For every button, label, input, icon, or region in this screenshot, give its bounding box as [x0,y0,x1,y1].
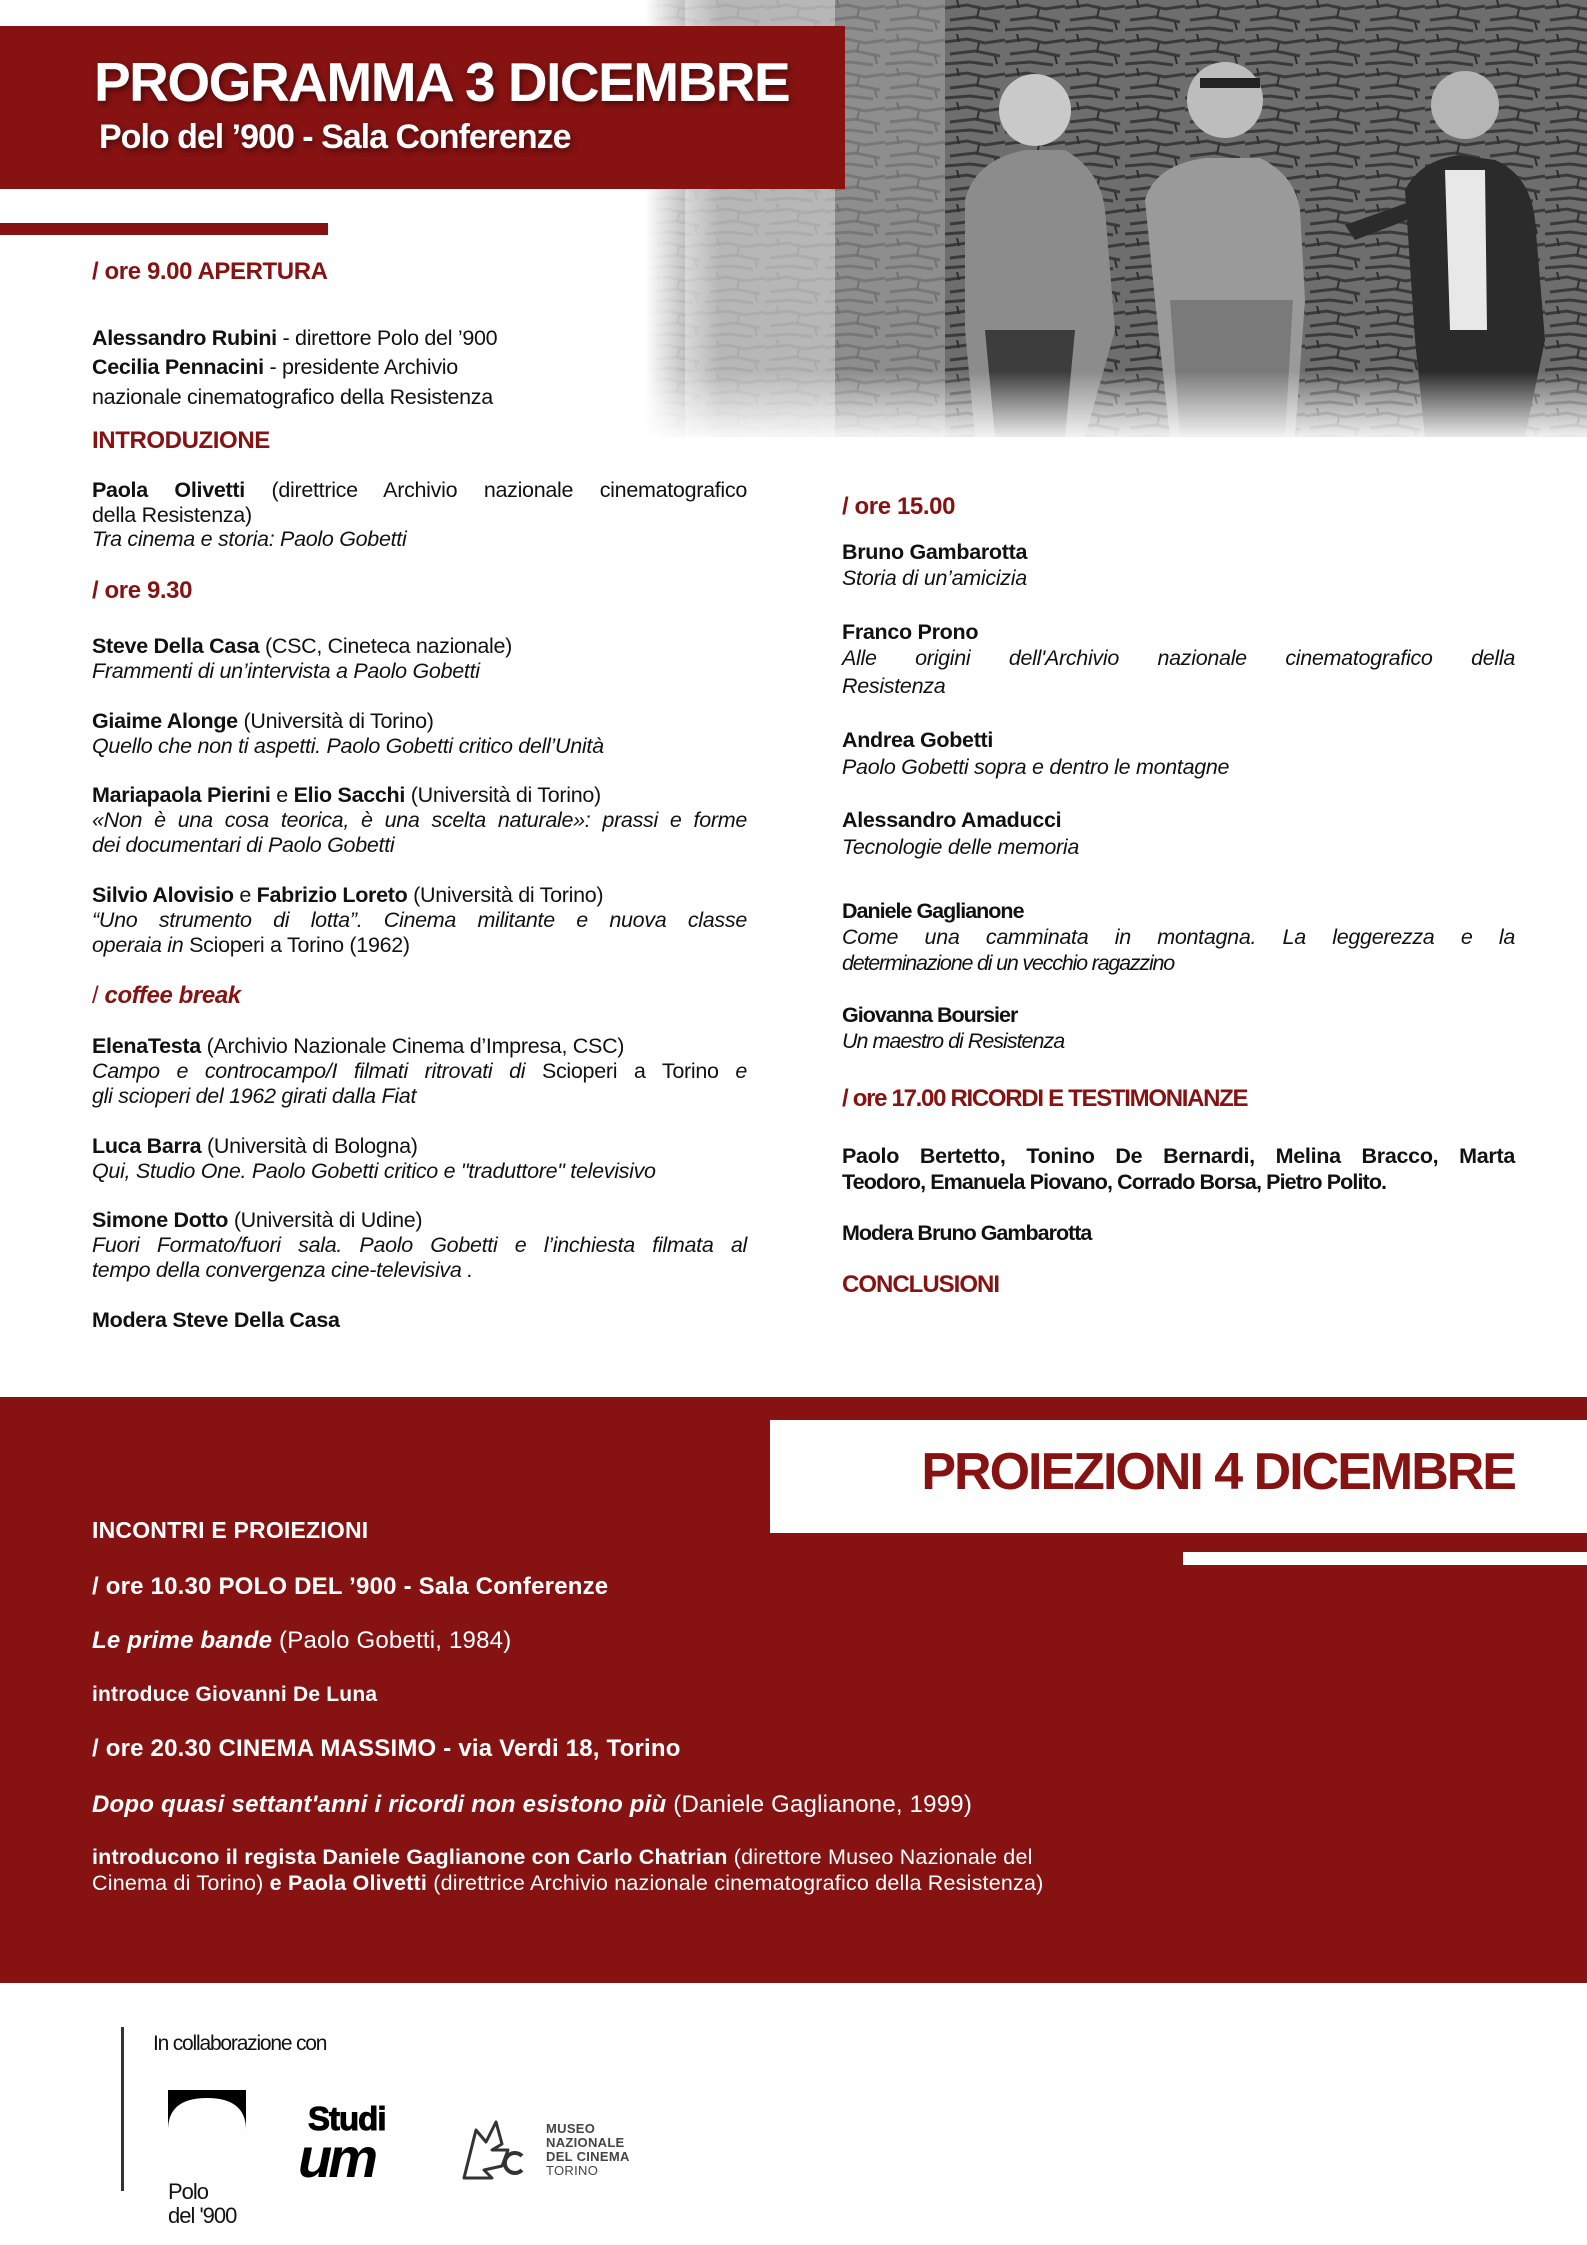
talk-barra [92,1133,418,1159]
intro-text: (direttore Museo Nazionale del [727,1845,1033,1869]
speaker-name: Bruno Gambarotta [842,540,1028,564]
talk-title-line [92,658,480,684]
ricordi-participants-continued [842,1169,1386,1195]
event1-film [92,1627,511,1655]
speaker-name: Giaime Alonge [92,709,238,733]
intro-affiliation-continued: della Resistenza) [92,503,252,527]
heading-coffee-break [92,982,241,1010]
page-subtitle: Polo del ’900 - Sala Conferenze [99,118,571,156]
studium-logo-top: Studi [308,2100,386,2137]
talk-title-line [92,807,747,833]
talk-title: gli scioperi del 1962 girati dalla Fiat [92,1084,417,1108]
speaker-affiliation: (Università di Torino) [407,883,604,907]
moderator-text: Modera Bruno Gambarotta [842,1221,1092,1245]
film-title: Scioperi a Torino (1962) [189,933,410,957]
projections-title: PROIEZIONI 4 DICEMBRE [921,1443,1515,1501]
moderator-text: Modera Steve Della Casa [92,1308,340,1332]
talk-title-line [92,1232,747,1258]
moderator-morning [92,1307,340,1333]
polo-logo-line: del '900 [168,2203,237,2228]
footer-divider [121,2027,124,2191]
speaker-name: Andrea Gobetti [842,728,994,752]
intro-text: introduce Giovanni De Luna [92,1683,378,1706]
joiner: e [233,883,257,907]
talk-boursier [842,1002,1017,1028]
speaker-name: Franco Prono [842,620,979,644]
slash: / [92,982,105,1009]
talk-title-line [92,832,394,858]
museo-logo-text [546,2122,630,2178]
talk-testa [92,1033,624,1059]
speaker-name: ElenaTesta [92,1034,201,1058]
talk-title: «Non è una cosa teorica, è una scelta naturale»: prassi e forme [92,808,747,832]
talk-pierini-sacchi [92,782,601,808]
polo-logo-line: Polo [168,2179,209,2204]
joiner: e [270,783,294,807]
talk-title: Qui, Studio One. Paolo Gobetti critico e "traduttore" televisivo [92,1159,656,1183]
talk-title: Storia di un’amicizia [842,566,1027,590]
event-heading-text: / ore 10.30 POLO DEL ’900 - Sala Conferenze [92,1573,609,1600]
museo-logo-line: NAZIONALE [546,2135,625,2150]
speaker-name: Paola Olivetti [92,478,245,502]
intro-speaker [92,477,747,503]
talk-gambarotta [842,539,1027,565]
talk-title: Alle origini dell'Archivio nazionale cinematografico della [842,646,1515,670]
speaker-affiliation: (Università di Torino) [237,709,434,733]
talk-title: Come una camminata in montagna. La leggerezza e la [842,925,1515,949]
heading-introduzione: INTRODUZIONE [92,427,270,454]
talk-alovisio-loreto [92,882,603,908]
page-title: PROGRAMMA 3 DICEMBRE [94,51,790,113]
polo-logo-text [168,2180,236,2228]
event-heading-text: / ore 20.30 CINEMA MASSIMO - via Verdi 18, Torino [92,1735,681,1762]
heading-conclusioni: CONCLUSIONI [842,1271,999,1298]
talk-title-line [842,950,1174,976]
talk-gobetti [842,727,993,753]
film-title: Le prime bande [92,1627,273,1654]
heading-ricordi: / ore 17.00 RICORDI E TESTIMONIANZE [842,1085,1248,1112]
talk-title: Frammenti di un’intervista a Paolo Gobetti [92,659,480,683]
film-meta: (Daniele Gaglianone, 1999) [666,1791,973,1818]
film-meta: (Paolo Gobetti, 1984) [272,1627,512,1654]
talk-della-casa [92,633,512,659]
talk-title: Quello che non ti aspetti. Paolo Gobetti critico dell’Unità [92,734,604,758]
talk-prono [842,619,978,645]
speaker-affiliation: (Università di Torino) [405,783,601,807]
section-label-text: INCONTRI E PROIEZIONI [92,1517,369,1543]
intro-text: Cinema di Torino) [92,1871,264,1895]
speaker-name: Luca Barra [92,1134,202,1158]
talk-title: determinazione di un vecchio ragazzino [842,951,1175,975]
studium-logo [298,2100,398,2195]
speaker-name: Daniele Gaglianone [842,899,1024,923]
speaker-pennacini [92,354,458,380]
studium-logo-bottom: um [298,2126,374,2189]
talk-alonge [92,708,434,734]
moderator-afternoon [842,1220,1091,1246]
talk-title-line [842,1028,1064,1054]
speaker-affiliation: (Archivio Nazionale Cinema d’Impresa, CSC) [200,1034,625,1058]
event2-film [92,1791,972,1819]
museo-logo-line: DEL CINEMA [546,2149,630,2164]
speaker-name: Silvio Alovisio [92,883,234,907]
event2-intro-continued [92,1871,1044,1896]
talk-amaducci [842,807,1061,833]
heading-apertura: / ore 9.00 APERTURA [92,258,328,285]
film-title: Scioperi a Torino [541,1059,719,1083]
talk-title-line [92,907,747,933]
talk-title: operaia in [92,933,190,957]
speaker-rubini [92,325,497,351]
speaker-role: - presidente Archivio [263,355,458,379]
projections-accent-bar [1183,1552,1587,1565]
event1-heading [92,1573,608,1601]
speaker-role: - direttore Polo del ’900 [276,326,498,350]
intro-talk-title [92,526,406,552]
talk-title: Paolo Gobetti sopra e dentro le montagne [842,755,1230,779]
talk-title-line [842,565,1027,591]
talk-dotto [92,1207,422,1233]
event2-heading [92,1735,681,1763]
speaker-name: Simone Dotto [92,1208,229,1232]
museo-mole-icon [462,2120,530,2180]
talk-title: Fuori Formato/fuori sala. Paolo Gobetti e l’inchiesta filmata al [92,1233,747,1257]
talk-title: e [718,1059,747,1083]
event2-intro [92,1845,1033,1870]
header-accent-bar [0,223,328,235]
participants-text: Paolo Bertetto, Tonino De Bernardi, Melina Bracco, Marta [842,1144,1515,1168]
speaker-name: Elio Sacchi [293,783,406,807]
speaker-affiliation: (direttrice Archivio nazionale cinematografico [244,478,748,502]
talk-title-line [92,733,604,759]
heading-ore-1500: / ore 15.00 [842,493,956,520]
talk-title-line [92,1257,473,1283]
talk-title-line [842,645,1515,671]
talk-gaglianone [842,898,1024,924]
talk-title: Campo e controcampo/I filmati ritrovati di [92,1059,542,1083]
talk-title: Resistenza [842,674,946,698]
talk-title: tempo della convergenza cine-televisiva . [92,1258,473,1282]
speaker-affiliation: (Università di Udine) [228,1208,423,1232]
talk-title-line [92,932,410,958]
talk-title-line [842,754,1229,780]
film-title: Dopo quasi settant'anni i ricordi non esistono più [92,1791,667,1818]
speaker-name: Alessandro Amaducci [842,808,1062,832]
talk-title-line [92,1058,747,1084]
polo-del-900-logo [168,2090,246,2240]
talk-title-line [92,1158,656,1184]
event1-intro [92,1683,377,1707]
speaker-name: Mariapaola Pierini [92,783,271,807]
section-label [92,1517,368,1544]
speaker-affiliation: (CSC, Cineteca nazionale) [259,634,513,658]
speaker-name: Alessandro Rubini [92,326,277,350]
intro-text: (direttrice Archivio nazionale cinematografico della Resistenza) [427,1871,1044,1895]
talk-title-line [842,924,1515,950]
speaker-role-continued: nazionale cinematografico della Resistenza [92,385,493,409]
heading-ore-930: / ore 9.30 [92,577,193,604]
speaker-name: Giovanna Boursier [842,1003,1018,1027]
museo-logo-line: TORINO [546,2163,599,2178]
coffee-label: coffee break [104,982,241,1009]
intro-text: introducono il regista Daniele Gaglianone con Carlo Chatrian [92,1845,728,1869]
speaker-name: Fabrizio Loreto [256,883,408,907]
talk-title-line [92,1083,416,1109]
talk-title: Un maestro di Resistenza [842,1029,1065,1053]
participants-text: Teodoro, Emanuela Piovano, Corrado Borsa, Pietro Polito. [842,1170,1387,1194]
talk-title: “Uno strumento di lotta”. Cinema militante e nuova classe [92,908,747,932]
museo-logo-line: MUSEO [546,2121,596,2136]
talk-title: Tra cinema e storia: Paolo Gobetti [92,527,407,551]
talk-title-line [842,834,1079,860]
talk-title-line [842,673,945,699]
speaker-name: Steve Della Casa [92,634,260,658]
speaker-affiliation: (Università di Bologna) [201,1134,418,1158]
museo-cinema-logo [462,2120,662,2192]
talk-title: dei documentari di Paolo Gobetti [92,833,395,857]
collaboration-label: In collaborazione con [153,2032,327,2055]
intro-text: e Paola Olivetti [263,1871,428,1895]
speaker-name: Cecilia Pennacini [92,355,264,379]
talk-title: Tecnologie delle memoria [842,835,1080,859]
ricordi-participants [842,1143,1515,1169]
